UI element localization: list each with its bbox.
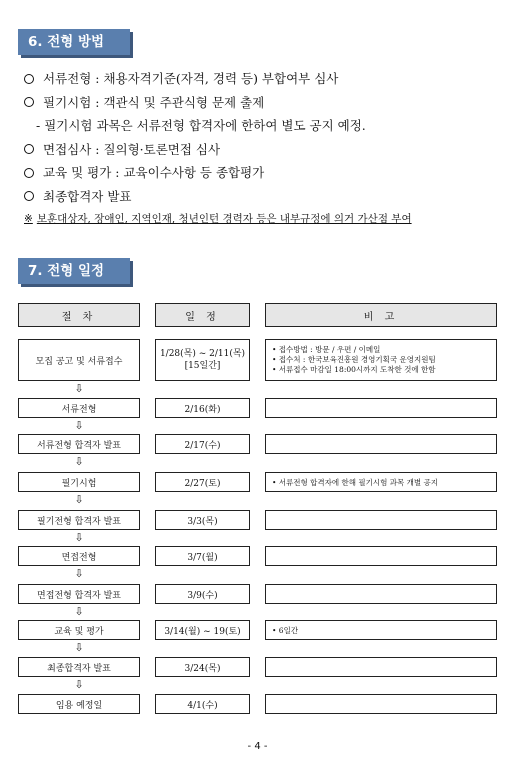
note-cell: [265, 620, 497, 640]
note-cell: [265, 584, 497, 604]
stage-cell: 면접전형 합격자 발표: [18, 584, 140, 604]
date-text: 1/28(목) ~ 2/11(목): [159, 349, 246, 359]
circle-bullet-icon: [24, 191, 34, 201]
method-text: 최종합격자 발표: [43, 188, 132, 204]
stage-cell: 교육 및 평가: [18, 620, 140, 640]
stage-cell: 면접전형: [18, 546, 140, 566]
note-cell: [265, 694, 497, 714]
note-cell: [265, 546, 497, 566]
method-text: 보훈대상자, 장애인, 지역인재, 청년인턴 경력자 등은 내부규정에 의거 가산점 부여: [36, 213, 412, 225]
down-arrow-icon: ⇩: [74, 419, 84, 432]
circle-bullet-icon: [24, 97, 34, 107]
date-cell: [155, 694, 250, 714]
header-note: 비 고: [265, 303, 497, 327]
down-arrow-icon: ⇩: [74, 605, 84, 618]
down-arrow-icon: ⇩: [74, 455, 84, 468]
method-text: 필기시험 : 객관식 및 주관식형 문제 출제: [43, 94, 265, 110]
date-text: 4/1(수): [187, 700, 218, 711]
method-item: [24, 91, 504, 115]
stage-cell: 임용 예정일: [18, 694, 140, 714]
date-text: 3/14(월) ~ 19(토): [164, 626, 241, 637]
down-arrow-icon: ⇩: [74, 641, 84, 654]
method-item: [24, 67, 504, 91]
note-text: • 접수처 : 한국보육진흥원 경영기획국 운영지원팀: [272, 355, 436, 364]
down-arrow-icon: ⇩: [74, 493, 84, 506]
note-text: • 6일간: [272, 625, 299, 635]
method-text: 교육 및 평가 : 교육이수사항 등 종합평가: [43, 165, 265, 180]
date-text: 2/27(토): [184, 478, 221, 489]
note-cell: [265, 434, 497, 454]
method-item: [24, 138, 504, 162]
circle-bullet-icon: [24, 144, 34, 154]
note-text: • 서류전형 합격자에 한해 필기시험 과목 개별 공지: [272, 477, 439, 487]
note-cell: [265, 339, 497, 381]
page-number: - 4 -: [247, 741, 268, 752]
date-text: [15일간]: [184, 361, 221, 371]
section-7-title: 7. 전형 일정: [18, 258, 130, 284]
stage-cell: 모집 공고 및 서류접수: [18, 339, 140, 381]
date-cell: [155, 434, 250, 454]
selection-method-list: [24, 67, 504, 232]
note-cell: [265, 657, 497, 677]
note-cell: [265, 510, 497, 530]
note-line: [24, 208, 504, 232]
method-item: [24, 161, 504, 185]
note-cell: [265, 398, 497, 418]
note-text: • 접수방법 : 방문 / 우편 / 이메일: [272, 345, 381, 354]
down-arrow-icon: ⇩: [74, 382, 84, 395]
method-text: - 필기시험 과목은 서류전형 합격자에 한하여 별도 공지 예정.: [36, 118, 366, 133]
method-text: 면접심사 : 질의형·토론면접 심사: [43, 141, 221, 157]
stage-cell: 필기시험: [18, 472, 140, 492]
stage-cell: 필기전형 합격자 발표: [18, 510, 140, 530]
sub-item: [24, 114, 504, 138]
stage-cell: 서류전형 합격자 발표: [18, 434, 140, 454]
date-cell: [155, 339, 250, 381]
note-text: • 서류접수 마감일 18:00시까지 도착한 것에 한함: [272, 365, 436, 374]
date-text: 2/17(수): [184, 440, 221, 451]
date-cell: [155, 584, 250, 604]
date-text: 2/16(화): [184, 404, 221, 415]
date-cell: [155, 620, 250, 640]
section-6-title: 6. 전형 방법: [18, 29, 130, 55]
method-item: [24, 185, 504, 209]
stage-cell: 최종합격자 발표: [18, 657, 140, 677]
date-text: 3/24(목): [184, 663, 221, 674]
method-text: 서류전형 : 채용자격기준(자격, 경력 등) 부합여부 심사: [43, 71, 339, 86]
down-arrow-icon: ⇩: [74, 567, 84, 580]
down-arrow-icon: ⇩: [74, 678, 84, 691]
date-cell: [155, 657, 250, 677]
date-cell: [155, 546, 250, 566]
date-cell: [155, 398, 250, 418]
date-text: 3/7(월): [187, 552, 218, 563]
down-arrow-icon: ⇩: [74, 531, 84, 544]
note-cell: [265, 472, 497, 492]
reference-mark: ※: [24, 213, 33, 225]
date-cell: [155, 510, 250, 530]
header-stage: 절 차: [18, 303, 140, 327]
date-text: 3/3(목): [187, 516, 218, 527]
date-text: 3/9(수): [187, 590, 218, 601]
circle-bullet-icon: [24, 168, 34, 178]
stage-cell: 서류전형: [18, 398, 140, 418]
header-date: 일 정: [155, 303, 250, 327]
circle-bullet-icon: [24, 74, 34, 84]
date-cell: [155, 472, 250, 492]
